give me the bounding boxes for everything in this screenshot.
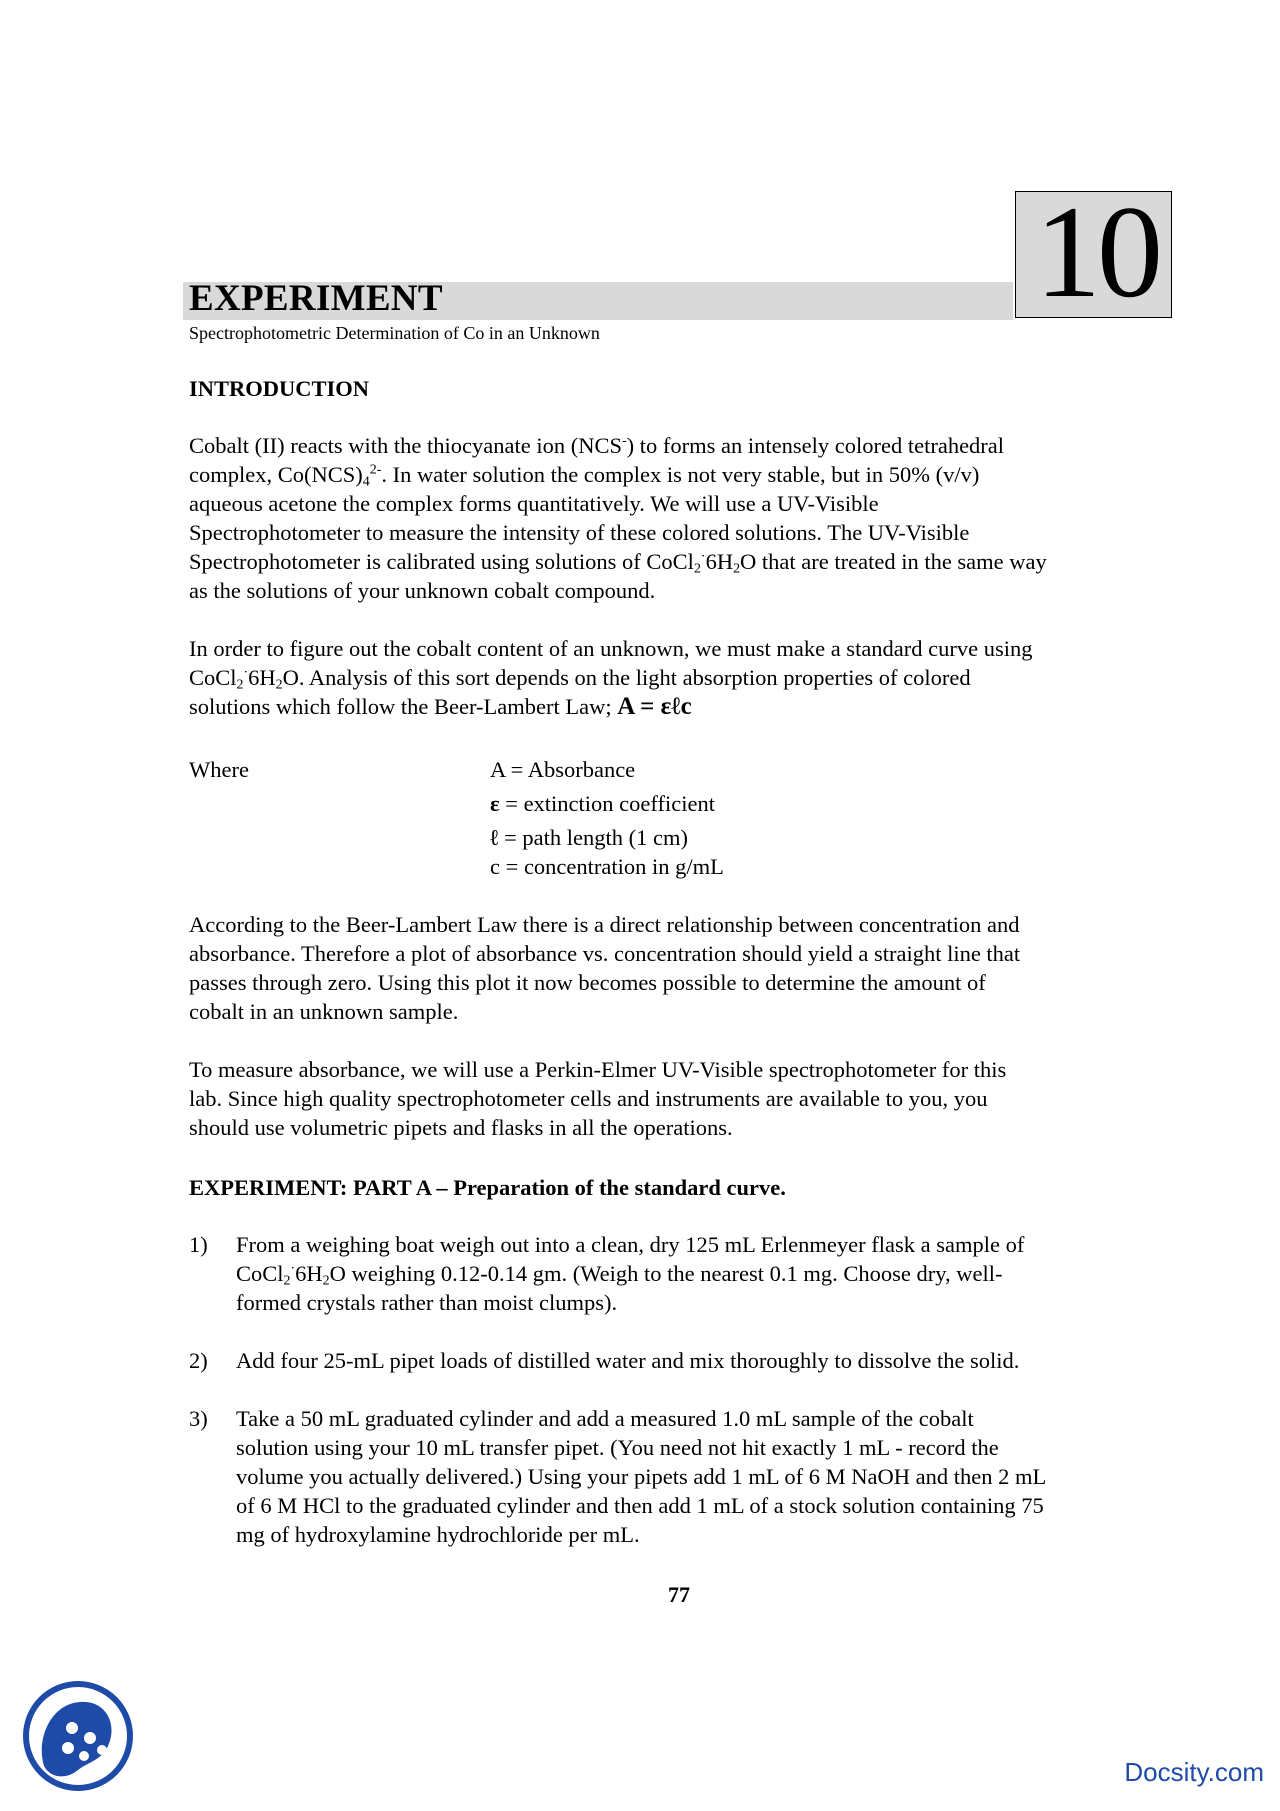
step-1: From a weighing boat weigh out into a clean, dry 125 mL Erlenmeyer flask a sample of $CoCl_2^\cdot 6H_2O$ weighing 0.12-0.14 gm. (Weigh to the nearest 0.1 mg. Choose dry, well- formed crystals rather than moist clumps).	[236, 1232, 1025, 1315]
intro-paragraph-2: In order to figure out the cobalt content of an unknown, we must make a standard curve using $CoCl_2^\cdot 6H_2O$. Analysis of this sort depends on the light absorption properties of colored solutions which follow the Beer-Lambert Law; A = εℓc	[189, 636, 1033, 720]
chapter-number-box	[1015, 178, 1172, 325]
docsity-watermark-link[interactable]: Docsity.com	[1124, 1757, 1264, 1787]
experiment-title: EXPERIMENT	[189, 278, 443, 319]
step-3: Take a 50 mL graduated cylinder and add a measured 1.0 mL sample of the cobalt solution using your 10 mL transfer pipet. (You need not hit exactly 1 mL - record the volume you actually delivered.) Using your pipets add 1 mL of 6 M NaOH and then 2 mL of 6 M HCl to the graduated cylinder and then add 1 mL of a stock solution containing 75 mg of hydroxylamine hydrochloride per mL.	[236, 1406, 1047, 1547]
step-number: 3)	[189, 1406, 208, 1431]
step-2: Add four 25-mL pipet loads of distilled water and mix thoroughly to dissolve the solid.	[236, 1348, 1020, 1373]
part-a-heading: EXPERIMENT: PART A – Preparation of the standard curve.	[189, 1175, 786, 1200]
definition-path-length: ℓ = path length (1 cm)	[490, 825, 688, 850]
intro-paragraph-3: According to the Beer-Lambert Law there is a direct relationship between concentration and absorbance. Therefore a plot of absorbance vs. concentration should yield a straight line that passes through zero. Using this plot it now becomes possible to determine the amount of cobalt in an unknown sample.	[189, 912, 1021, 1024]
intro-paragraph-4: To measure absorbance, we will use a Perkin-Elmer UV-Visible spectrophotometer for this lab. Since high quality spectrophotometer cells and instruments are available to you, you should use volumetric pipets and flasks in all the operations.	[189, 1057, 1007, 1140]
definition-concentration: c = concentration in g/mL	[490, 854, 724, 879]
intro-paragraph-1: Cobalt (II) reacts with the thiocyanate ion (NCS-) to forms an intensely colored tetrahedral complex, $Co(NCS)_4^{2-}$. In water solution the complex is not very stable, but in 50% (v/v) aqueous acetone the complex forms quantitatively. We will use a UV-Visible Spectrophotometer to measure the intensity of these colored solutions. The UV-Visible Spectrophotometer is calibrated using solutions of $CoCl_2^\cdot 6H_2O$ that are treated in the same way as the solutions of your unknown cobalt compound.	[189, 433, 1047, 603]
docsity-logo-icon[interactable]	[22, 1680, 134, 1792]
step-number: 1)	[189, 1232, 208, 1257]
step-number: 2)	[189, 1348, 208, 1373]
chapter-number: 10	[1035, 178, 1159, 325]
experiment-subtitle: Spectrophotometric Determination of Co in an Unknown	[189, 323, 600, 343]
where-label: Where	[189, 757, 249, 782]
definition-extinction: ε = extinction coefficient	[490, 791, 715, 816]
beer-lambert-equation: A = εℓc	[617, 693, 692, 720]
page-number: 77	[668, 1582, 690, 1607]
intro-heading: INTRODUCTION	[189, 376, 370, 401]
definition-absorbance: A = Absorbance	[490, 757, 636, 782]
